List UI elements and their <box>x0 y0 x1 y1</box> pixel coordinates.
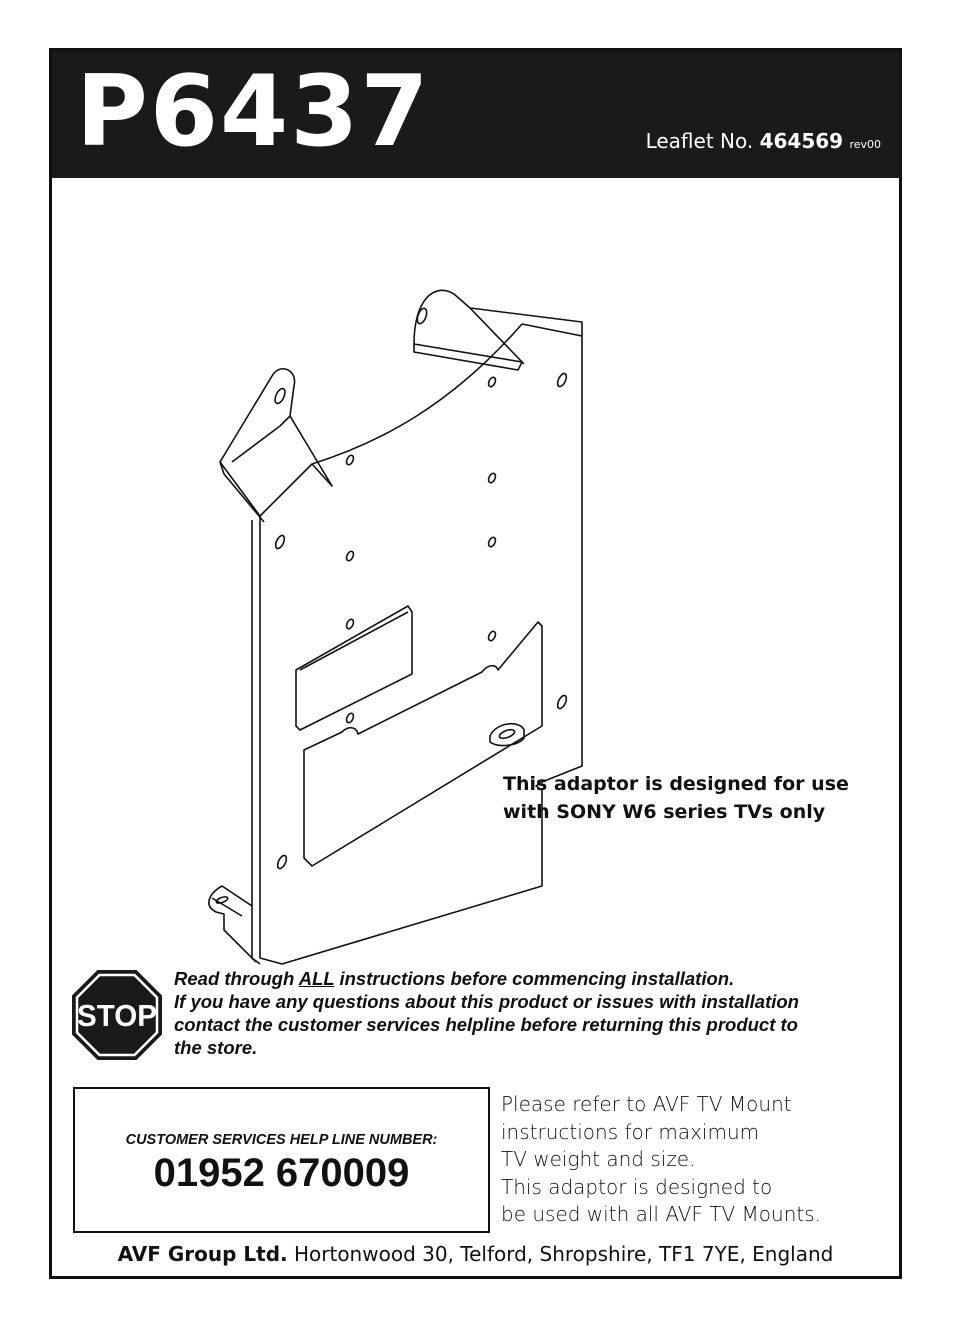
warning-line-4: the store. <box>174 1037 258 1058</box>
helpline-label: CUSTOMER SERVICES HELP LINE NUMBER: <box>125 1132 438 1148</box>
footer-address <box>52 1242 899 1266</box>
leaflet-id: 464569 <box>759 129 844 153</box>
stop-sign-icon <box>70 968 164 1062</box>
compatibility-note <box>503 770 903 826</box>
refer-line-2: instructions for maximum <box>501 1119 760 1144</box>
refer-line-3: TV weight and size. <box>501 1147 696 1171</box>
leaflet-frame <box>49 48 902 1279</box>
adaptor-bracket-drawing <box>152 226 612 966</box>
header-bar <box>52 51 899 178</box>
company-address: Hortonwood 30, Telford, Shropshire, TF1 7YE, England <box>287 1242 834 1266</box>
warning-text <box>174 967 894 1059</box>
leaflet-prefix: Leaflet No. <box>645 129 754 153</box>
warning-line-1-pre: Read through <box>174 968 299 989</box>
note-line-1: This adaptor is designed for use <box>503 773 849 795</box>
stop-text: STOP <box>77 998 157 1033</box>
product-code: P6437 <box>76 55 431 169</box>
refer-line-5: be used with all AVF TV Mounts. <box>501 1202 821 1226</box>
warning-line-3: contact the customer services helpline before returning this product to <box>174 1014 798 1035</box>
leaflet-number <box>646 129 881 153</box>
helpline-number: 01952 670009 <box>153 1151 410 1195</box>
helpline-box <box>73 1087 490 1233</box>
refer-line-1: Please refer to AVF TV Mount <box>501 1092 792 1116</box>
refer-text <box>501 1091 881 1229</box>
refer-line-4: This adaptor is designed to <box>501 1174 773 1199</box>
note-line-2: with SONY W6 series TVs only <box>503 801 826 823</box>
warning-line-1-emphasis: ALL <box>298 968 335 989</box>
warning-line-2: If you have any questions about this product or issues with installation <box>174 991 799 1012</box>
warning-line-1-post: instructions before commencing installation. <box>334 968 735 989</box>
revision: rev00 <box>849 138 881 151</box>
company-name: AVF Group Ltd. <box>117 1242 288 1266</box>
